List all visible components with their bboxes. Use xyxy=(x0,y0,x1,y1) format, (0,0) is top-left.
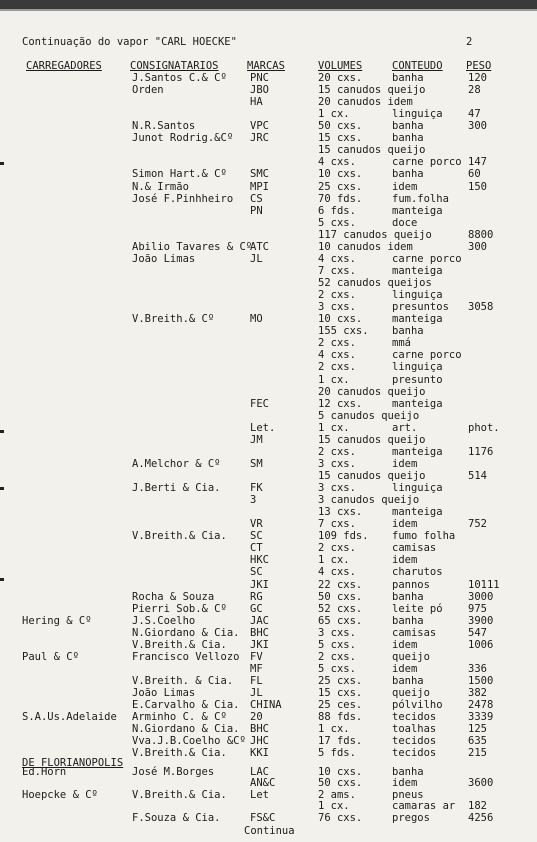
cell-marca: VPC xyxy=(250,120,269,133)
cell-marca: FV xyxy=(250,650,263,663)
header-conteudo: CONTEUDO xyxy=(392,60,443,72)
cell-volume: 2 cxs. xyxy=(318,542,356,555)
cell-conteudo: charutos xyxy=(392,566,443,579)
cell-peso: 182 xyxy=(468,800,487,813)
cell-conteudo: pannos xyxy=(392,578,430,591)
cell-peso: 382 xyxy=(468,687,487,700)
cell-consignatario: N.R.Santos xyxy=(132,120,196,133)
cell-marca: JKI xyxy=(250,578,269,591)
cell-consignatario: V.Breith. & Cia. xyxy=(132,675,234,687)
cell-conteudo: leite pó xyxy=(392,602,443,615)
cell-volume: 20 canudos idem xyxy=(318,96,413,109)
cell-marca: 20 xyxy=(250,711,263,724)
cell-volume: 117 canudos queijo xyxy=(318,228,432,241)
cell-peso: 3000 xyxy=(468,590,494,603)
cell-volume: 6 fds. xyxy=(318,204,356,217)
cell-volume: 2 cxs. xyxy=(318,361,356,374)
cell-volume: 10 canudos idem xyxy=(318,240,413,253)
cell-conteudo: camaras ar xyxy=(392,800,456,813)
cell-marca: FL xyxy=(250,675,263,687)
cell-consignatario: A.Melchor & Cº xyxy=(132,457,221,470)
cell-volume: 7 cxs. xyxy=(318,264,356,277)
cell-consignatario: N.Giordano & Cia. xyxy=(132,723,240,736)
cell-consignatario: Simon Hart.& Cº xyxy=(132,168,227,181)
cell-peso: 752 xyxy=(468,518,487,531)
cell-volume: 1 cx. xyxy=(318,373,350,386)
cell-peso: 147 xyxy=(468,156,487,169)
cell-marca: JAC xyxy=(250,614,269,627)
cell-marca: CHINA xyxy=(250,699,282,712)
cell-volume: 5 canudos queijo xyxy=(318,409,420,422)
cell-conteudo: idem xyxy=(392,180,418,193)
cell-marca: GC xyxy=(250,602,263,615)
cell-volume: 13 cxs. xyxy=(318,506,363,519)
cell-peso: 3339 xyxy=(468,711,494,724)
cell-carregador: Paul & Cº xyxy=(22,650,79,663)
cell-consignatario: José M.Borges xyxy=(132,766,215,778)
cell-volume: 3 cxs. xyxy=(318,457,356,470)
cell-marca: PNC xyxy=(250,72,269,84)
cell-marca: Let. xyxy=(250,421,276,434)
cell-conteudo: banha xyxy=(392,614,424,627)
cell-peso: 215 xyxy=(468,747,487,760)
cell-consignatario: Rocha & Souza xyxy=(132,590,215,603)
cell-volume: 25 cxs. xyxy=(318,180,363,193)
cell-conteudo: presunto xyxy=(392,373,443,386)
cell-volume: 15 cxs. xyxy=(318,132,363,145)
cell-conteudo: presuntos xyxy=(392,301,449,314)
cell-marca: CT xyxy=(250,542,263,555)
cell-marca: JL xyxy=(250,252,263,265)
punch-mark xyxy=(0,578,4,581)
continua-label: Continua xyxy=(244,825,295,837)
cell-volume: 20 cxs. xyxy=(318,72,363,84)
header-peso: PESO xyxy=(466,60,492,72)
cell-consignatario: Abilio Tavares & Cº xyxy=(132,240,253,253)
cell-consignatario: J.S.Coelho xyxy=(132,614,196,627)
cell-consignatario: V.Breith.& Cº xyxy=(132,313,215,326)
cell-volume: 10 cxs. xyxy=(318,313,363,326)
cell-conteudo: linguiça xyxy=(392,482,443,495)
cell-carregador: Hering & Cº xyxy=(22,614,92,627)
cell-marca: SM xyxy=(250,457,263,470)
cell-conteudo: pneus xyxy=(392,788,424,801)
cell-volume: 50 cxs. xyxy=(318,777,363,790)
cell-marca: MF xyxy=(250,662,263,675)
cell-peso: 2478 xyxy=(468,699,494,712)
cell-peso: 300 xyxy=(468,120,487,133)
cell-volume: 1 cx. xyxy=(318,800,350,813)
cell-conteudo: art. xyxy=(392,421,418,434)
cell-volume: 4 cxs. xyxy=(318,349,356,362)
cell-conteudo: tecidos xyxy=(392,711,437,724)
cell-conteudo: idem xyxy=(392,457,418,470)
cell-marca: CS xyxy=(250,192,263,205)
punch-mark xyxy=(0,430,4,433)
cell-marca: JM xyxy=(250,433,263,446)
cell-conteudo: idem xyxy=(392,518,418,531)
cell-conteudo: manteiga xyxy=(392,264,443,277)
cell-peso: 60 xyxy=(468,168,481,181)
cell-peso: 3900 xyxy=(468,614,494,627)
cell-peso: 547 xyxy=(468,626,487,639)
cell-consignatario: V.Breith.& Cia. xyxy=(132,530,227,543)
header-carregadores: CARREGADORES xyxy=(26,60,102,72)
cell-volume: 3 cxs. xyxy=(318,626,356,639)
cell-consignatario: V.Breith.& Cia. xyxy=(132,638,227,651)
cell-consignatario: J.Santos C.& Cº xyxy=(132,72,227,84)
cell-volume: 70 fds. xyxy=(318,192,363,205)
cell-marca: RG xyxy=(250,590,263,603)
cell-conteudo: idem xyxy=(392,662,418,675)
cell-conteudo: carne porco xyxy=(392,252,462,265)
scan-top-edge xyxy=(0,0,537,9)
cell-conteudo: toalhas xyxy=(392,723,437,736)
cell-volume: 2 cxs. xyxy=(318,337,356,350)
cell-volume: 3 cxs. xyxy=(318,301,356,314)
cell-conteudo: manteiga xyxy=(392,445,443,458)
cell-carregador: Ed.Horn xyxy=(22,766,67,778)
cell-consignatario: Orden xyxy=(132,84,164,97)
cell-conteudo: banha xyxy=(392,590,424,603)
cell-volume: 52 canudos queijos xyxy=(318,277,432,290)
cell-peso: 47 xyxy=(468,108,481,121)
cell-volume: 1 cx. xyxy=(318,108,350,121)
cell-conteudo: pregos xyxy=(392,811,430,824)
cell-volume: 5 cxs. xyxy=(318,638,356,651)
cell-peso: 10111 xyxy=(468,578,500,591)
cell-peso: 1500 xyxy=(468,675,494,687)
cell-consignatario: N.Giordano & Cia. xyxy=(132,626,240,639)
cell-volume: 15 canudos queijo xyxy=(318,469,426,482)
cell-consignatario: V.Breith.& Cia. xyxy=(132,788,227,801)
cell-conteudo: tecidos xyxy=(392,747,437,760)
cell-conteudo: carne porco xyxy=(392,156,462,169)
cell-volume: 15 canudos queijo xyxy=(318,84,426,97)
cell-volume: 2 ams. xyxy=(318,788,356,801)
cell-peso: 150 xyxy=(468,180,487,193)
cell-marca: FS&C xyxy=(250,811,276,824)
cell-volume: 52 cxs. xyxy=(318,602,363,615)
header-consignatarios: CONSIGNATARIOS xyxy=(130,60,219,72)
section-heading-florianopolis: DE FLORIANOPOLIS xyxy=(22,757,124,769)
cell-conteudo: banha xyxy=(392,120,424,133)
cell-marca: SC xyxy=(250,566,263,579)
cell-conteudo: idem xyxy=(392,638,418,651)
cell-conteudo: banha xyxy=(392,675,424,687)
cell-volume: 88 fds. xyxy=(318,711,363,724)
cell-consignatario: E.Carvalho & Cia. xyxy=(132,699,240,712)
cell-conteudo: doce xyxy=(392,216,418,229)
cell-marca: JL xyxy=(250,687,263,700)
punch-mark xyxy=(0,162,4,165)
cell-volume: 12 cxs. xyxy=(318,397,363,410)
cell-marca: JKI xyxy=(250,638,269,651)
cell-marca: BHC xyxy=(250,723,269,736)
cell-marca: HKC xyxy=(250,554,269,567)
cell-volume: 155 cxs. xyxy=(318,325,369,338)
cell-volume: 5 fds. xyxy=(318,747,356,760)
cell-volume: 10 cxs. xyxy=(318,168,363,181)
cell-marca: VR xyxy=(250,518,263,531)
cell-marca: LAC xyxy=(250,766,269,778)
cell-volume: 1 cx. xyxy=(318,554,350,567)
cell-consignatario: Vva.J.B.Coelho &Cº xyxy=(132,735,246,748)
cell-marca: KKI xyxy=(250,747,269,760)
cell-conteudo: queijo xyxy=(392,650,430,663)
cell-volume: 2 cxs. xyxy=(318,289,356,302)
cell-marca: JRC xyxy=(250,132,269,145)
cell-peso: 8800 xyxy=(468,228,494,241)
header-volumes: VOLUMES xyxy=(318,60,363,72)
cell-marca: FK xyxy=(250,482,263,495)
cell-consignatario: João Limas xyxy=(132,252,196,265)
cell-conteudo: fum.folha xyxy=(392,192,449,205)
cell-conteudo: pólvilho xyxy=(392,699,443,712)
punch-mark xyxy=(0,487,4,490)
cell-marca: ATC xyxy=(250,240,269,253)
cell-consignatario: Francisco Vellozo xyxy=(132,650,240,663)
cell-marca: HA xyxy=(250,96,263,109)
cell-conteudo: manteiga xyxy=(392,313,443,326)
cell-consignatario: V.Breith.& Cia. xyxy=(132,747,227,760)
cell-conteudo: camisas xyxy=(392,542,437,555)
cell-peso: 514 xyxy=(468,469,487,482)
cell-conteudo: manteiga xyxy=(392,506,443,519)
cell-volume: 15 canudos queijo xyxy=(318,433,426,446)
cell-volume: 15 cxs. xyxy=(318,687,363,700)
cell-peso: 336 xyxy=(468,662,487,675)
cell-volume: 15 canudos queijo xyxy=(318,144,426,157)
cell-volume: 7 cxs. xyxy=(318,518,356,531)
page-title: Continuação do vapor "CARL HOECKE" xyxy=(22,36,237,48)
cell-conteudo: banha xyxy=(392,325,424,338)
cell-volume: 1 cx. xyxy=(318,723,350,736)
cell-peso: 3600 xyxy=(468,777,494,790)
cell-peso: 1176 xyxy=(468,445,494,458)
cell-marca: AN&C xyxy=(250,777,276,790)
cell-marca: MPI xyxy=(250,180,269,193)
cell-conteudo: fumo folha xyxy=(392,530,456,543)
cell-conteudo: mmá xyxy=(392,337,411,350)
cell-volume: 4 cxs. xyxy=(318,156,356,169)
cell-marca: JBO xyxy=(250,84,269,97)
cell-conteudo: banha xyxy=(392,132,424,145)
cell-marca: FEC xyxy=(250,397,269,410)
cell-conteudo: manteiga xyxy=(392,204,443,217)
cell-consignatario: Arminho C. & Cº xyxy=(132,711,227,724)
cell-conteudo: linguiça xyxy=(392,361,443,374)
cell-volume: 22 cxs. xyxy=(318,578,363,591)
cell-volume: 65 cxs. xyxy=(318,614,363,627)
cell-volume: 2 cxs. xyxy=(318,445,356,458)
cell-volume: 5 cxs. xyxy=(318,662,356,675)
cell-volume: 20 canudos queijo xyxy=(318,385,426,398)
cell-conteudo: banha xyxy=(392,766,424,778)
cell-carregador: S.A.Us.Adelaide xyxy=(22,711,117,724)
cell-carregador: Hoepcke & Cº xyxy=(22,788,98,801)
cell-marca: SC xyxy=(250,530,263,543)
cell-conteudo: idem xyxy=(392,777,418,790)
cell-conteudo: camisas xyxy=(392,626,437,639)
cell-conteudo: tecidos xyxy=(392,735,437,748)
cell-volume: 50 cxs. xyxy=(318,590,363,603)
cell-volume: 4 cxs. xyxy=(318,566,356,579)
cell-volume: 17 fds. xyxy=(318,735,363,748)
cell-consignatario: João Limas xyxy=(132,687,196,700)
cell-conteudo: carne porco xyxy=(392,349,462,362)
cell-peso: 1006 xyxy=(468,638,494,651)
cell-peso: 120 xyxy=(468,72,487,84)
cell-consignatario: N.& Irmão xyxy=(132,180,189,193)
cell-conteudo: banha xyxy=(392,168,424,181)
cell-peso: 4256 xyxy=(468,811,494,824)
cell-volume: 2 cxs. xyxy=(318,650,356,663)
cell-peso: 3058 xyxy=(468,301,494,314)
cell-volume: 1 cx. xyxy=(318,421,350,434)
cell-peso: 300 xyxy=(468,240,487,253)
cell-conteudo: linguiça xyxy=(392,289,443,302)
cell-conteudo: idem xyxy=(392,554,418,567)
cell-marca: PN xyxy=(250,204,263,217)
cell-peso: 975 xyxy=(468,602,487,615)
cell-conteudo: manteiga xyxy=(392,397,443,410)
cell-peso: 125 xyxy=(468,723,487,736)
cell-conteudo: banha xyxy=(392,72,424,84)
cell-consignatario: J.Berti & Cia. xyxy=(132,482,221,495)
cell-volume: 3 canudos queijo xyxy=(318,494,420,507)
scan-top-shadow xyxy=(0,9,537,11)
cell-volume: 10 cxs. xyxy=(318,766,363,778)
cell-marca: 3 xyxy=(250,494,257,507)
cell-marca: Let xyxy=(250,788,269,801)
cell-consignatario: José F.Pinhheiro xyxy=(132,192,234,205)
cell-consignatario: F.Souza & Cia. xyxy=(132,811,221,824)
cell-volume: 5 cxs. xyxy=(318,216,356,229)
cell-volume: 4 cxs. xyxy=(318,252,356,265)
cell-marca: JHC xyxy=(250,735,269,748)
cell-volume: 25 cxs. xyxy=(318,675,363,687)
cell-volume: 3 cxs. xyxy=(318,482,356,495)
cell-conteudo: queijo xyxy=(392,687,430,700)
cell-marca: MO xyxy=(250,313,263,326)
cell-consignatario: Pierri Sob.& Cº xyxy=(132,602,227,615)
cell-peso: phot. xyxy=(468,421,500,434)
cell-volume: 50 cxs. xyxy=(318,120,363,133)
cell-marca: BHC xyxy=(250,626,269,639)
cell-peso: 28 xyxy=(468,84,481,97)
cell-peso: 635 xyxy=(468,735,487,748)
cell-volume: 76 cxs. xyxy=(318,811,363,824)
cell-volume: 109 fds. xyxy=(318,530,369,543)
header-marcas: MARCAS xyxy=(247,60,285,72)
cell-conteudo: linguiça xyxy=(392,108,443,121)
cell-volume: 25 ces. xyxy=(318,699,363,712)
cell-marca: SMC xyxy=(250,168,269,181)
cell-consignatario: Junot Rodrig.&Cº xyxy=(132,132,234,145)
page-number: 2 xyxy=(466,36,473,48)
